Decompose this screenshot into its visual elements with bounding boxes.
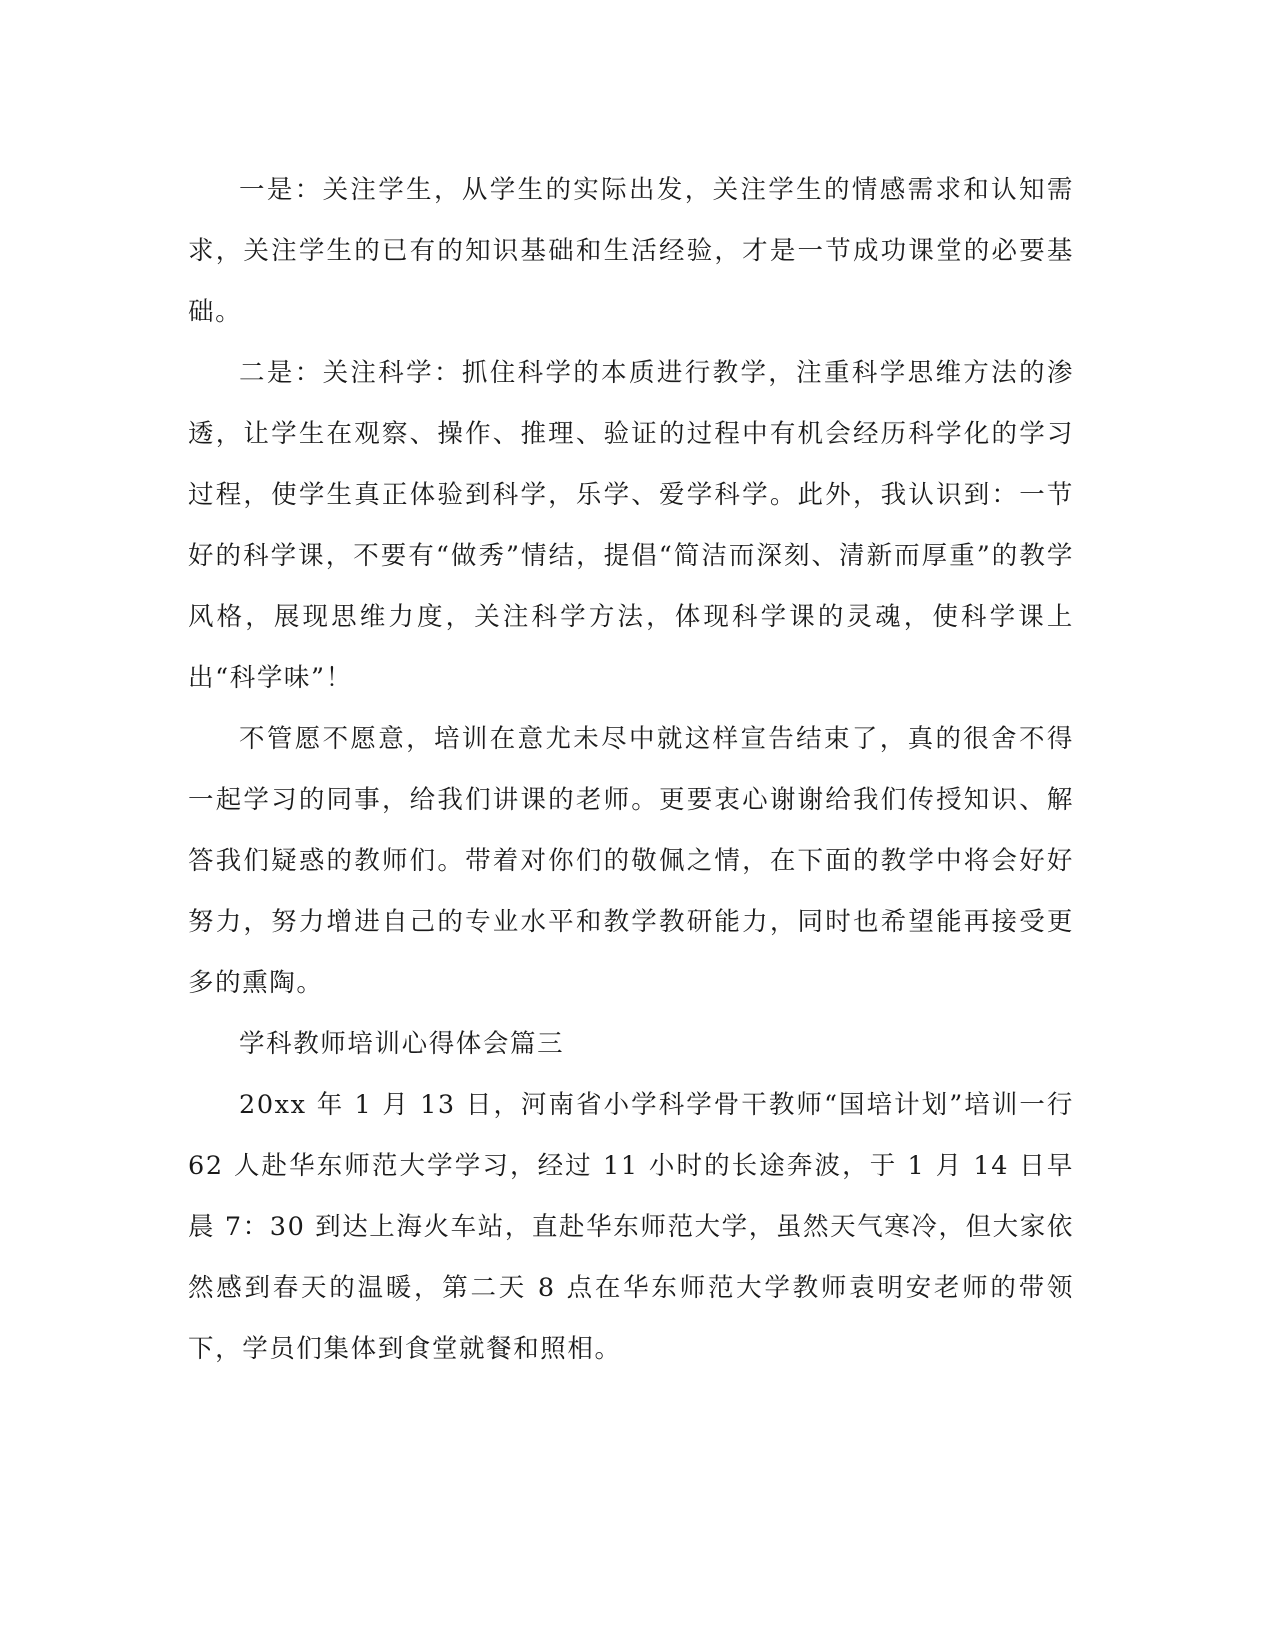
document-body: [188, 160, 1074, 1380]
section-heading-part-three: 学科教师培训心得体会篇三: [239, 1029, 565, 1059]
paragraph-trip-to-ecnu: 20xx 年 1 月 13 日，河南省小学科学骨干教师“国培计划”培训一行 62 人赴华东师范大学学习，经过 11 小时的长途奔波，于 1 月 14 日早晨 7：30 到达上海火车站，直赴华东师范大学，虽然天气寒冷，但大家依然感到春天的温暖，第二天 8 点在华东师范大学教师袁明安老师的带领下，学员们集体到食堂就餐和照相。: [188, 1090, 1074, 1364]
paragraph-training-conclusion: 不管愿不愿意，培训在意尤未尽中就这样宣告结束了，真的很舍不得一起学习的同事，给我们讲课的老师。更要衷心谢谢给我们传授知识、解答我们疑惑的教师们。带着对你们的敬佩之情，在下面的教学中将会好好努力，努力增进自己的专业水平和教学教研能力，同时也希望能再接受更多的熏陶。: [188, 724, 1074, 998]
paragraph-focus-on-students: 一是：关注学生，从学生的实际出发，关注学生的情感需求和认知需求，关注学生的已有的知识基础和生活经验，才是一节成功课堂的必要基础。: [188, 175, 1074, 327]
paragraph-focus-on-science: 二是：关注科学：抓住科学的本质进行教学，注重科学思维方法的渗透，让学生在观察、操作、推理、验证的过程中有机会经历科学化的学习过程，使学生真正体验到科学，乐学、爱学科学。此外，我认识到：一节好的科学课，不要有“做秀”情结，提倡“简洁而深刻、清新而厚重”的教学风格，展现思维力度，关注科学方法，体现科学课的灵魂，使科学课上出“科学味”！: [188, 358, 1074, 693]
